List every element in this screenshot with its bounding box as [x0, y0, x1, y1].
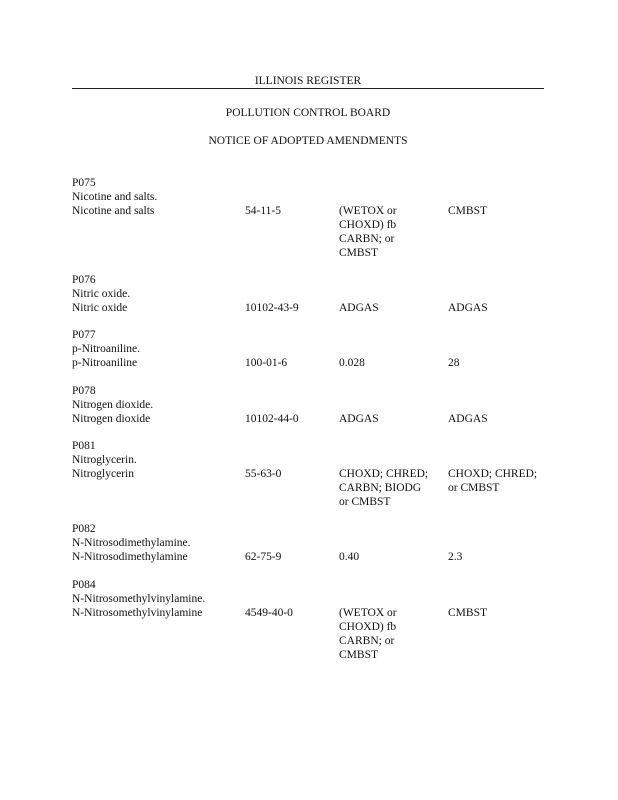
- waste-code: P082: [72, 523, 96, 535]
- wastewater-standard: 0.40: [339, 551, 360, 563]
- constituent-name: Nicotine and salts: [72, 205, 155, 217]
- header-rule: [72, 88, 544, 89]
- constituent-name: N-Nitrosomethylvinylamine: [72, 607, 203, 619]
- waste-group: Nicotine and salts.: [72, 191, 158, 203]
- waste-group: p-Nitroaniline.: [72, 343, 141, 355]
- wastewater-standard: (WETOX or CHOXD) fb CARBN; or CMBST: [339, 607, 397, 661]
- constituent-name: N-Nitrosodimethylamine: [72, 551, 188, 563]
- nonwastewater-standard: CMBST: [448, 205, 487, 217]
- waste-group: N-Nitrosodimethylamine.: [72, 537, 191, 549]
- waste-group: N-Nitrosomethylvinylamine.: [72, 593, 206, 605]
- nonwastewater-standard: CHOXD; CHRED; or CMBST: [448, 468, 538, 494]
- wastewater-standard: ADGAS: [339, 302, 379, 314]
- nonwastewater-standard: ADGAS: [448, 302, 488, 314]
- constituent-name: Nitroglycerin: [72, 468, 134, 480]
- notice-title: NOTICE OF ADOPTED AMENDMENTS: [208, 135, 408, 147]
- waste-code: P076: [72, 274, 96, 286]
- register-title: ILLINOIS REGISTER: [254, 75, 362, 87]
- cas-number: 55-63-0: [245, 468, 282, 480]
- waste-group: Nitrogen dioxide.: [72, 399, 154, 411]
- nonwastewater-standard: 28: [448, 357, 460, 369]
- waste-group: Nitric oxide.: [72, 288, 131, 300]
- wastewater-standard: 0.028: [339, 357, 365, 369]
- wastewater-standard: ADGAS: [339, 413, 379, 425]
- board-title: POLLUTION CONTROL BOARD: [225, 107, 391, 119]
- cas-number: 10102-44-0: [245, 413, 299, 425]
- wastewater-standard: (WETOX or CHOXD) fb CARBN; or CMBST: [339, 205, 397, 259]
- cas-number: 54-11-5: [245, 205, 281, 217]
- wastewater-standard: CHOXD; CHRED; CARBN; BIODG or CMBST: [339, 468, 429, 508]
- cas-number: 62-75-9: [245, 551, 282, 563]
- waste-code: P084: [72, 579, 96, 591]
- constituent-name: p-Nitroaniline: [72, 357, 138, 369]
- cas-number: 100-01-6: [245, 357, 288, 369]
- waste-code: P081: [72, 440, 96, 452]
- cas-number: 10102-43-9: [245, 302, 299, 314]
- waste-code: P075: [72, 177, 96, 189]
- cas-number: 4549-40-0: [245, 607, 293, 619]
- nonwastewater-standard: CMBST: [448, 607, 487, 619]
- constituent-name: Nitric oxide: [72, 302, 128, 314]
- constituent-name: Nitrogen dioxide: [72, 413, 151, 425]
- waste-code: P077: [72, 329, 96, 341]
- waste-group: Nitroglycerin.: [72, 454, 137, 466]
- nonwastewater-standard: 2.3: [448, 551, 463, 563]
- waste-code: P078: [72, 385, 96, 397]
- nonwastewater-standard: ADGAS: [448, 413, 488, 425]
